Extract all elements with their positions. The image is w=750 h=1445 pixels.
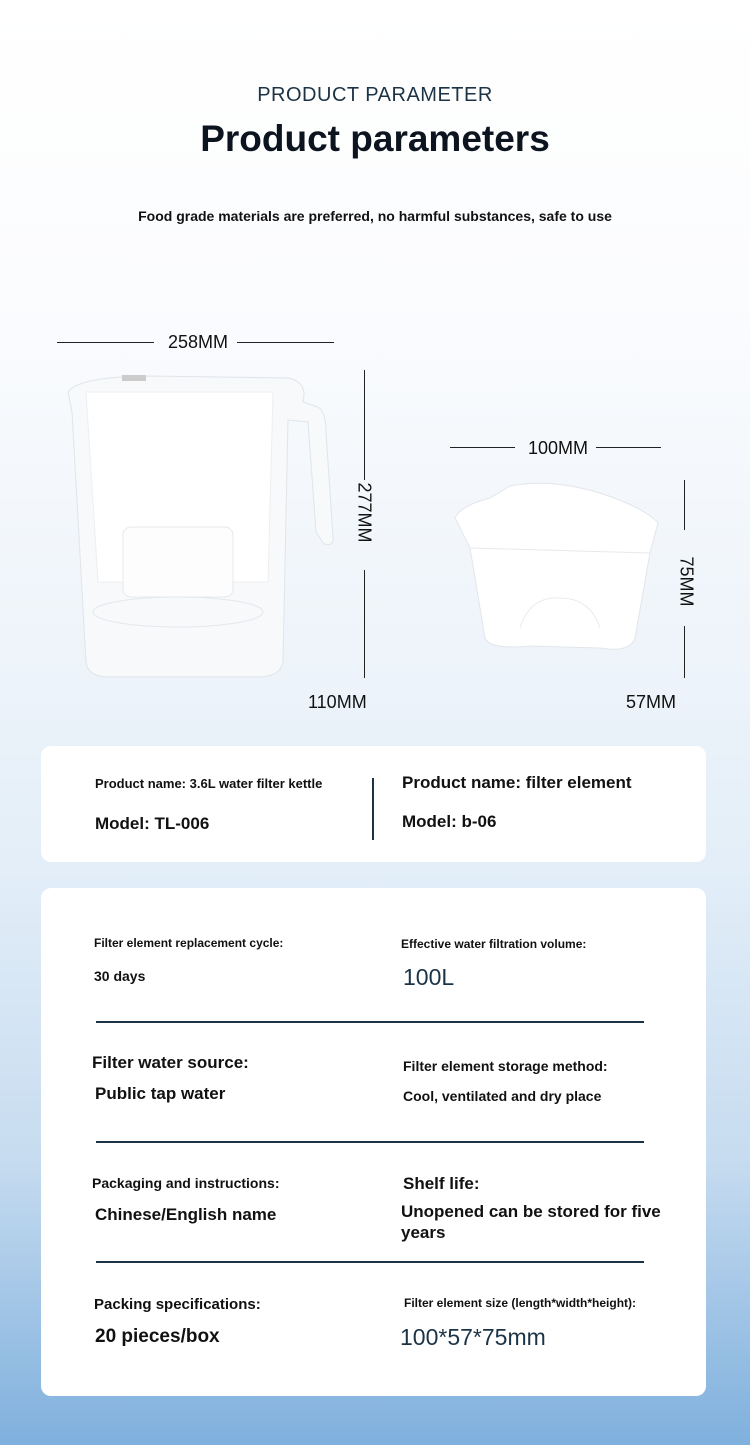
kettle-height-label: 277MM (354, 482, 375, 543)
kettle-image (58, 372, 338, 682)
spec-label: Filter element size (length*width*height): (404, 1296, 637, 1310)
spec-value: Cool, ventilated and dry place (403, 1088, 602, 1104)
tagline: Food grade materials are preferred, no harmful substances, safe to use (138, 208, 612, 224)
spec-value: 20 pieces/box (95, 1326, 220, 1347)
kettle-product-name: Product name: 3.6L water filter kettle (95, 776, 323, 791)
kettle-model: Model: TL-006 (95, 814, 210, 833)
spec-label: Packaging and instructions: (92, 1175, 280, 1191)
filter-width-label: 100MM (528, 438, 589, 458)
page-title: Product parameters (200, 118, 550, 159)
filter-element-image (450, 478, 662, 678)
filter-height-label: 75MM (676, 556, 697, 607)
filter-depth-label: 57MM (626, 692, 677, 712)
kettle-width-label: 258MM (168, 332, 229, 352)
product-info-card (41, 746, 706, 862)
filter-product-name: Product name: filter element (402, 773, 632, 792)
specs-card (41, 888, 706, 1396)
spec-label: Filter element storage method: (403, 1058, 608, 1074)
spec-value: 100*57*75mm (400, 1324, 546, 1350)
spec-value: 100L (403, 964, 455, 990)
spec-label: Filter element replacement cycle: (94, 936, 284, 950)
section-subtitle: PRODUCT PARAMETER (257, 84, 493, 106)
spec-label: Effective water filtration volume: (401, 937, 587, 951)
spec-label: Packing specifications: (94, 1296, 261, 1313)
spec-value: 30 days (94, 968, 146, 984)
filter-model: Model: b-06 (402, 812, 497, 831)
kettle-depth-label: 110MM (308, 692, 367, 712)
spec-value: Chinese/English name (95, 1205, 277, 1224)
spec-value: Public tap water (95, 1084, 226, 1103)
spec-label: Shelf life: (403, 1174, 480, 1193)
spec-value: Unopened can be stored for five years (401, 1202, 661, 1242)
spec-label: Filter water source: (92, 1053, 249, 1072)
